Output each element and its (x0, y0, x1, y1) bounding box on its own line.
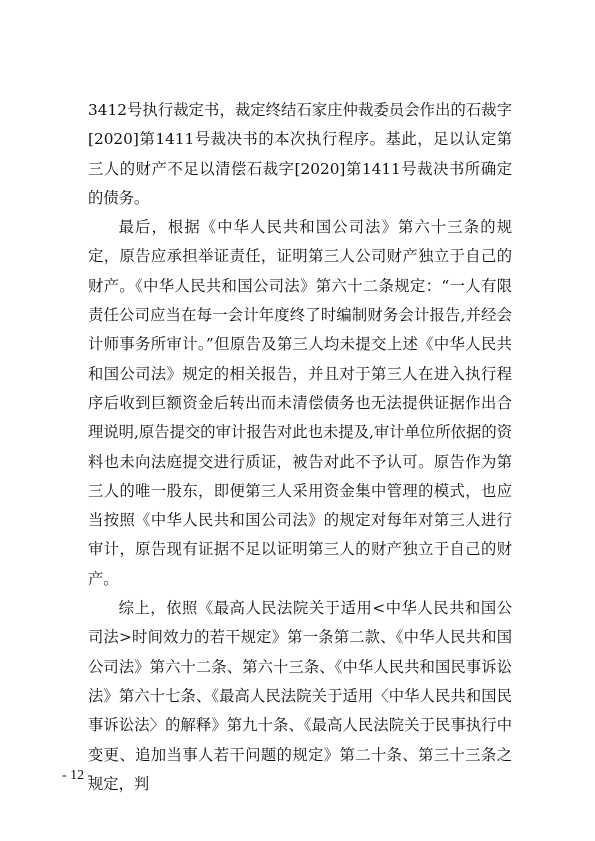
paragraph-1: 3412号执行裁定书，裁定终结石家庄仲裁委员会作出的石裁字[2020]第1411号裁决书的本次执行程序。基此，足以认定第三人的财产不足以清偿石裁字[2020]第1411号裁决书所确定的债务。 (88, 101, 512, 207)
document-body (88, 96, 512, 799)
paragraph-3: 综上，依照《最高人民法院关于适用<中华人民共和国公司法>时间效力的若干规定》第一条第二款、《中华人民共和国公司法》第六十二条、第六十三条、《中华人民共和国民事诉讼法》第六十七条、《最高人民法院关于适用〈中华人民共和国民事诉讼法〉的解释》第九十条、《最高人民法院关于民事执行中变更、追加当事人若干问题的规定》第二十条、第三十三条之规定，判 (88, 599, 512, 793)
paragraph-2: 最后，根据《中华人民共和国公司法》第六十三条的规定，原告应承担举证责任，证明第三人公司财产独立于自己的财产。《中华人民共和国公司法》第六十二条规定：“一人有限责任公司应当在每一会计年度终了时编制财务会计报告,并经会计师事务所审计。”但原告及第三人均未提交上述《中华人民共和国公司法》规定的相关报告，并且对于第三人在进入执行程序后收到巨额资金后转出而未清偿债务也无法提供证据作出合理说明,原告提交的审计报告对此也未提及,审计单位所依据的资料也未向法庭提交进行质证，被告对此不予认可。原告作为第三人的唯一股东，即便第三人采用资金集中管理的模式，也应当按照《中华人民共和国公司法》的规定对每年对第三人进行审计，原告现有证据不足以证明第三人的财产独立于自己的财产。 (88, 218, 512, 588)
page-number: - 12 - (62, 768, 93, 783)
